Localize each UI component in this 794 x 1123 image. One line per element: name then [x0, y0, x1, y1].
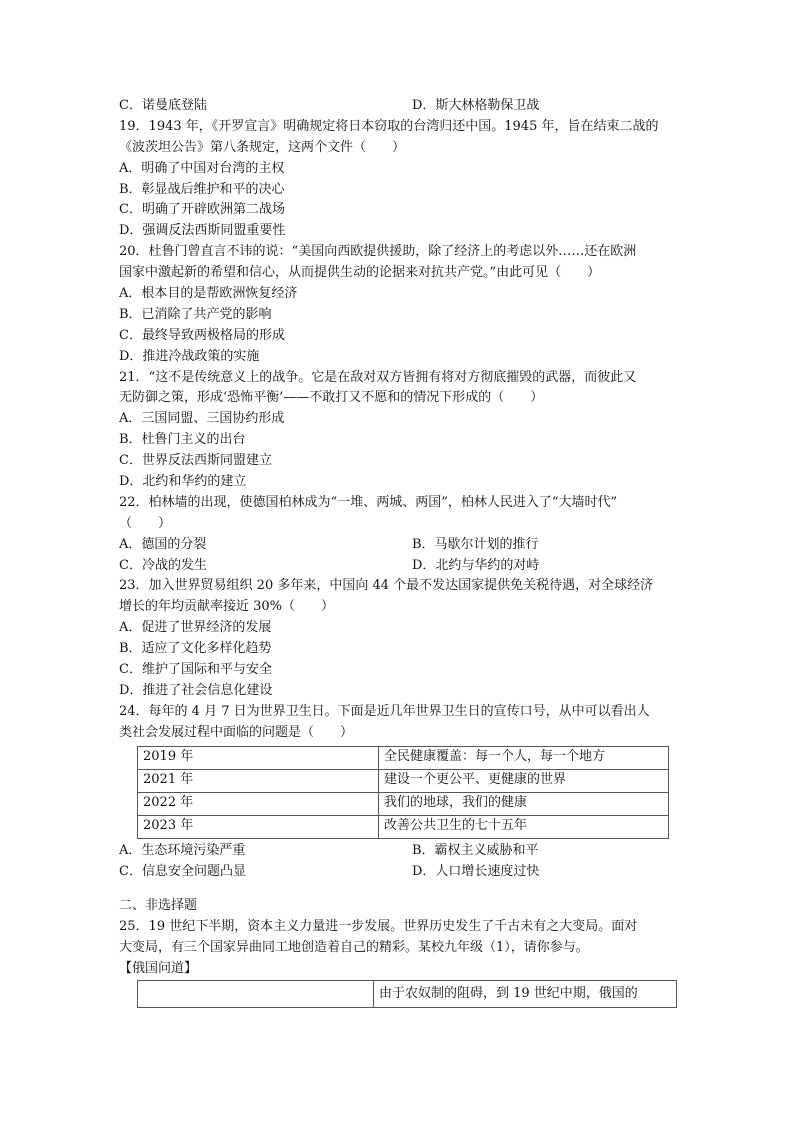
table-cell-slogan: 我们的地球，我们的健康: [379, 792, 669, 815]
q21-stem-line-2: 无防御之策，形成‘恐怖平衡’——不敢打又不愿和的情况下形成的（ ）: [119, 390, 544, 406]
q23-stem-line-1: 23．加入世界贸易组织 20 多年来，中国向 44 个最不发达国家提供免关税待遇，对全球经济: [119, 578, 654, 594]
q23-stem-line-2: 增长的年均贡献率接近 30%（ ）: [119, 599, 335, 615]
q20-stem-line-1: 20．杜鲁门曾直言不讳的说：“美国向西欧提供援助，除了经济上的考虑以外……还在欧洲: [119, 244, 637, 260]
q24-option-b: B．霸权主义威胁和平: [412, 842, 539, 858]
q23-option-d: D．推进了社会信息化建设: [119, 682, 273, 698]
question-22: [119, 493, 679, 577]
q22-option-b: B．马歇尔计划的推行: [412, 536, 539, 552]
q18-option-d: D．斯大林格勒保卫战: [412, 98, 540, 113]
q19-option-b: B．彰显战后维护和平的决心: [119, 181, 285, 197]
q22-option-d: D．北约与华约的对峙: [412, 557, 540, 573]
q21-option-b: B．杜鲁门主义的出台: [119, 432, 246, 448]
q23-option-b: B．适应了文化多样化趋势: [119, 641, 272, 657]
q24-stem-line-2: 类社会发展过程中面临的问题是（ ）: [119, 724, 354, 740]
q21-option-c: C．世界反法西斯同盟建立: [119, 453, 272, 469]
q24-slogan-table: [137, 746, 669, 839]
q20-option-a: A．根本目的是帮欧洲恢复经济: [119, 286, 298, 302]
q25-table: [137, 980, 677, 1008]
q20-stem-line-2: 国家中激起新的希望和信心，从而提供生动的论据来对抗共产党。”由此可见（ ）: [119, 265, 601, 281]
q19-stem-line-1: 19．1943 年，《开罗宣言》明确规定将日本窃取的台湾归还中国。1945 年，旨在结束二战的: [119, 118, 659, 134]
q24-options-row-2: [119, 862, 679, 883]
question-25: [119, 917, 679, 1008]
table-cell-year: 2023 年: [138, 815, 379, 838]
q22-stem-line-1: 22．柏林墙的出现，使德国柏林成为“一堆、两城、两国”，柏林人民进入了“大墙时代”: [119, 494, 618, 510]
q20-option-b: B．已消除了共产党的影响: [119, 306, 272, 322]
q25-stem-line-2: 大变局，有三个国家异曲同工地创造着自己的精彩。某校九年级（1），请你参与。: [119, 940, 589, 956]
question-24: [119, 702, 679, 883]
table-row: [138, 769, 669, 792]
q24-option-d: D．人口增长速度过快: [412, 863, 540, 879]
q19-option-a: A．明确了中国对台湾的主权: [119, 160, 285, 176]
q21-option-d: D．北约和华约的建立: [119, 474, 247, 490]
table-cell-year: 2019 年: [138, 746, 379, 769]
q22-option-a: A．德国的分裂: [119, 536, 207, 552]
q22-options-row-2: [119, 556, 679, 577]
table-cell-slogan: 全民健康覆盖：每一个人，每一个地方: [379, 746, 669, 769]
q24-stem-line-1: 24．每年的 4 月 7 日为世界卫生日。下面是近几年世界卫生日的宣传口号，从中可以看出人: [119, 703, 650, 719]
q19-option-c: C．明确了开辟欧洲第二战场: [119, 202, 285, 218]
question-21: [119, 368, 679, 493]
q18-options-row: [119, 96, 679, 117]
q24-option-a: A．生态环境污染严重: [119, 842, 246, 858]
q24-option-c: C．信息安全问题凸显: [119, 863, 246, 879]
table-row: [138, 746, 669, 769]
q20-option-d: D．推进冷战政策的实施: [119, 348, 260, 364]
q22-options-row-1: [119, 535, 679, 556]
question-19: [119, 117, 679, 242]
q24-options-row-1: [119, 841, 679, 862]
q19-option-d: D．强调反法西斯同盟重要性: [119, 223, 286, 239]
q21-option-a: A．三国同盟、三国协约形成: [119, 411, 285, 427]
q20-option-c: C．最终导致两极格局的形成: [119, 327, 285, 343]
q25-stem-line-1: 25．19 世纪下半期，资本主义力量进一步发展。世界历史发生了千古未有之大变局。面对: [119, 919, 638, 935]
q23-option-c: C．维护了国际和平与安全: [119, 662, 272, 678]
table-cell-text: 由于农奴制的阻碍，到 19 世纪中期，俄国的: [374, 980, 677, 1007]
question-20: [119, 242, 679, 367]
page-content: [119, 96, 679, 1008]
q22-stem-line-2: （ ）: [119, 515, 172, 531]
section-title: 二、非选择题: [119, 898, 198, 914]
table-cell-empty: [138, 980, 374, 1007]
q22-option-c: C．冷战的发生: [119, 557, 207, 573]
table-cell-year: 2021 年: [138, 769, 379, 792]
question-23: [119, 576, 679, 701]
q24-table-wrap: [119, 744, 679, 841]
table-row: [138, 792, 669, 815]
table-cell-slogan: 建设一个更公平、更健康的世界: [379, 769, 669, 792]
q25-subtitle: 【俄国问道】: [119, 961, 198, 977]
table-row: [138, 815, 669, 838]
table-cell-year: 2022 年: [138, 792, 379, 815]
q18-option-c: C．诺曼底登陆: [119, 98, 207, 113]
table-cell-slogan: 改善公共卫生的七十五年: [379, 815, 669, 838]
q23-option-a: A．促进了世界经济的发展: [119, 620, 272, 636]
table-row: [138, 980, 677, 1007]
q19-stem-line-2: 《波茨坦公告》第八条规定，这两个文件（ ）: [119, 139, 406, 155]
q21-stem-line-1: 21．“这不是传统意义上的战争。它是在敌对双方皆拥有将对方彻底摧毁的武器，而彼此又: [119, 369, 637, 385]
